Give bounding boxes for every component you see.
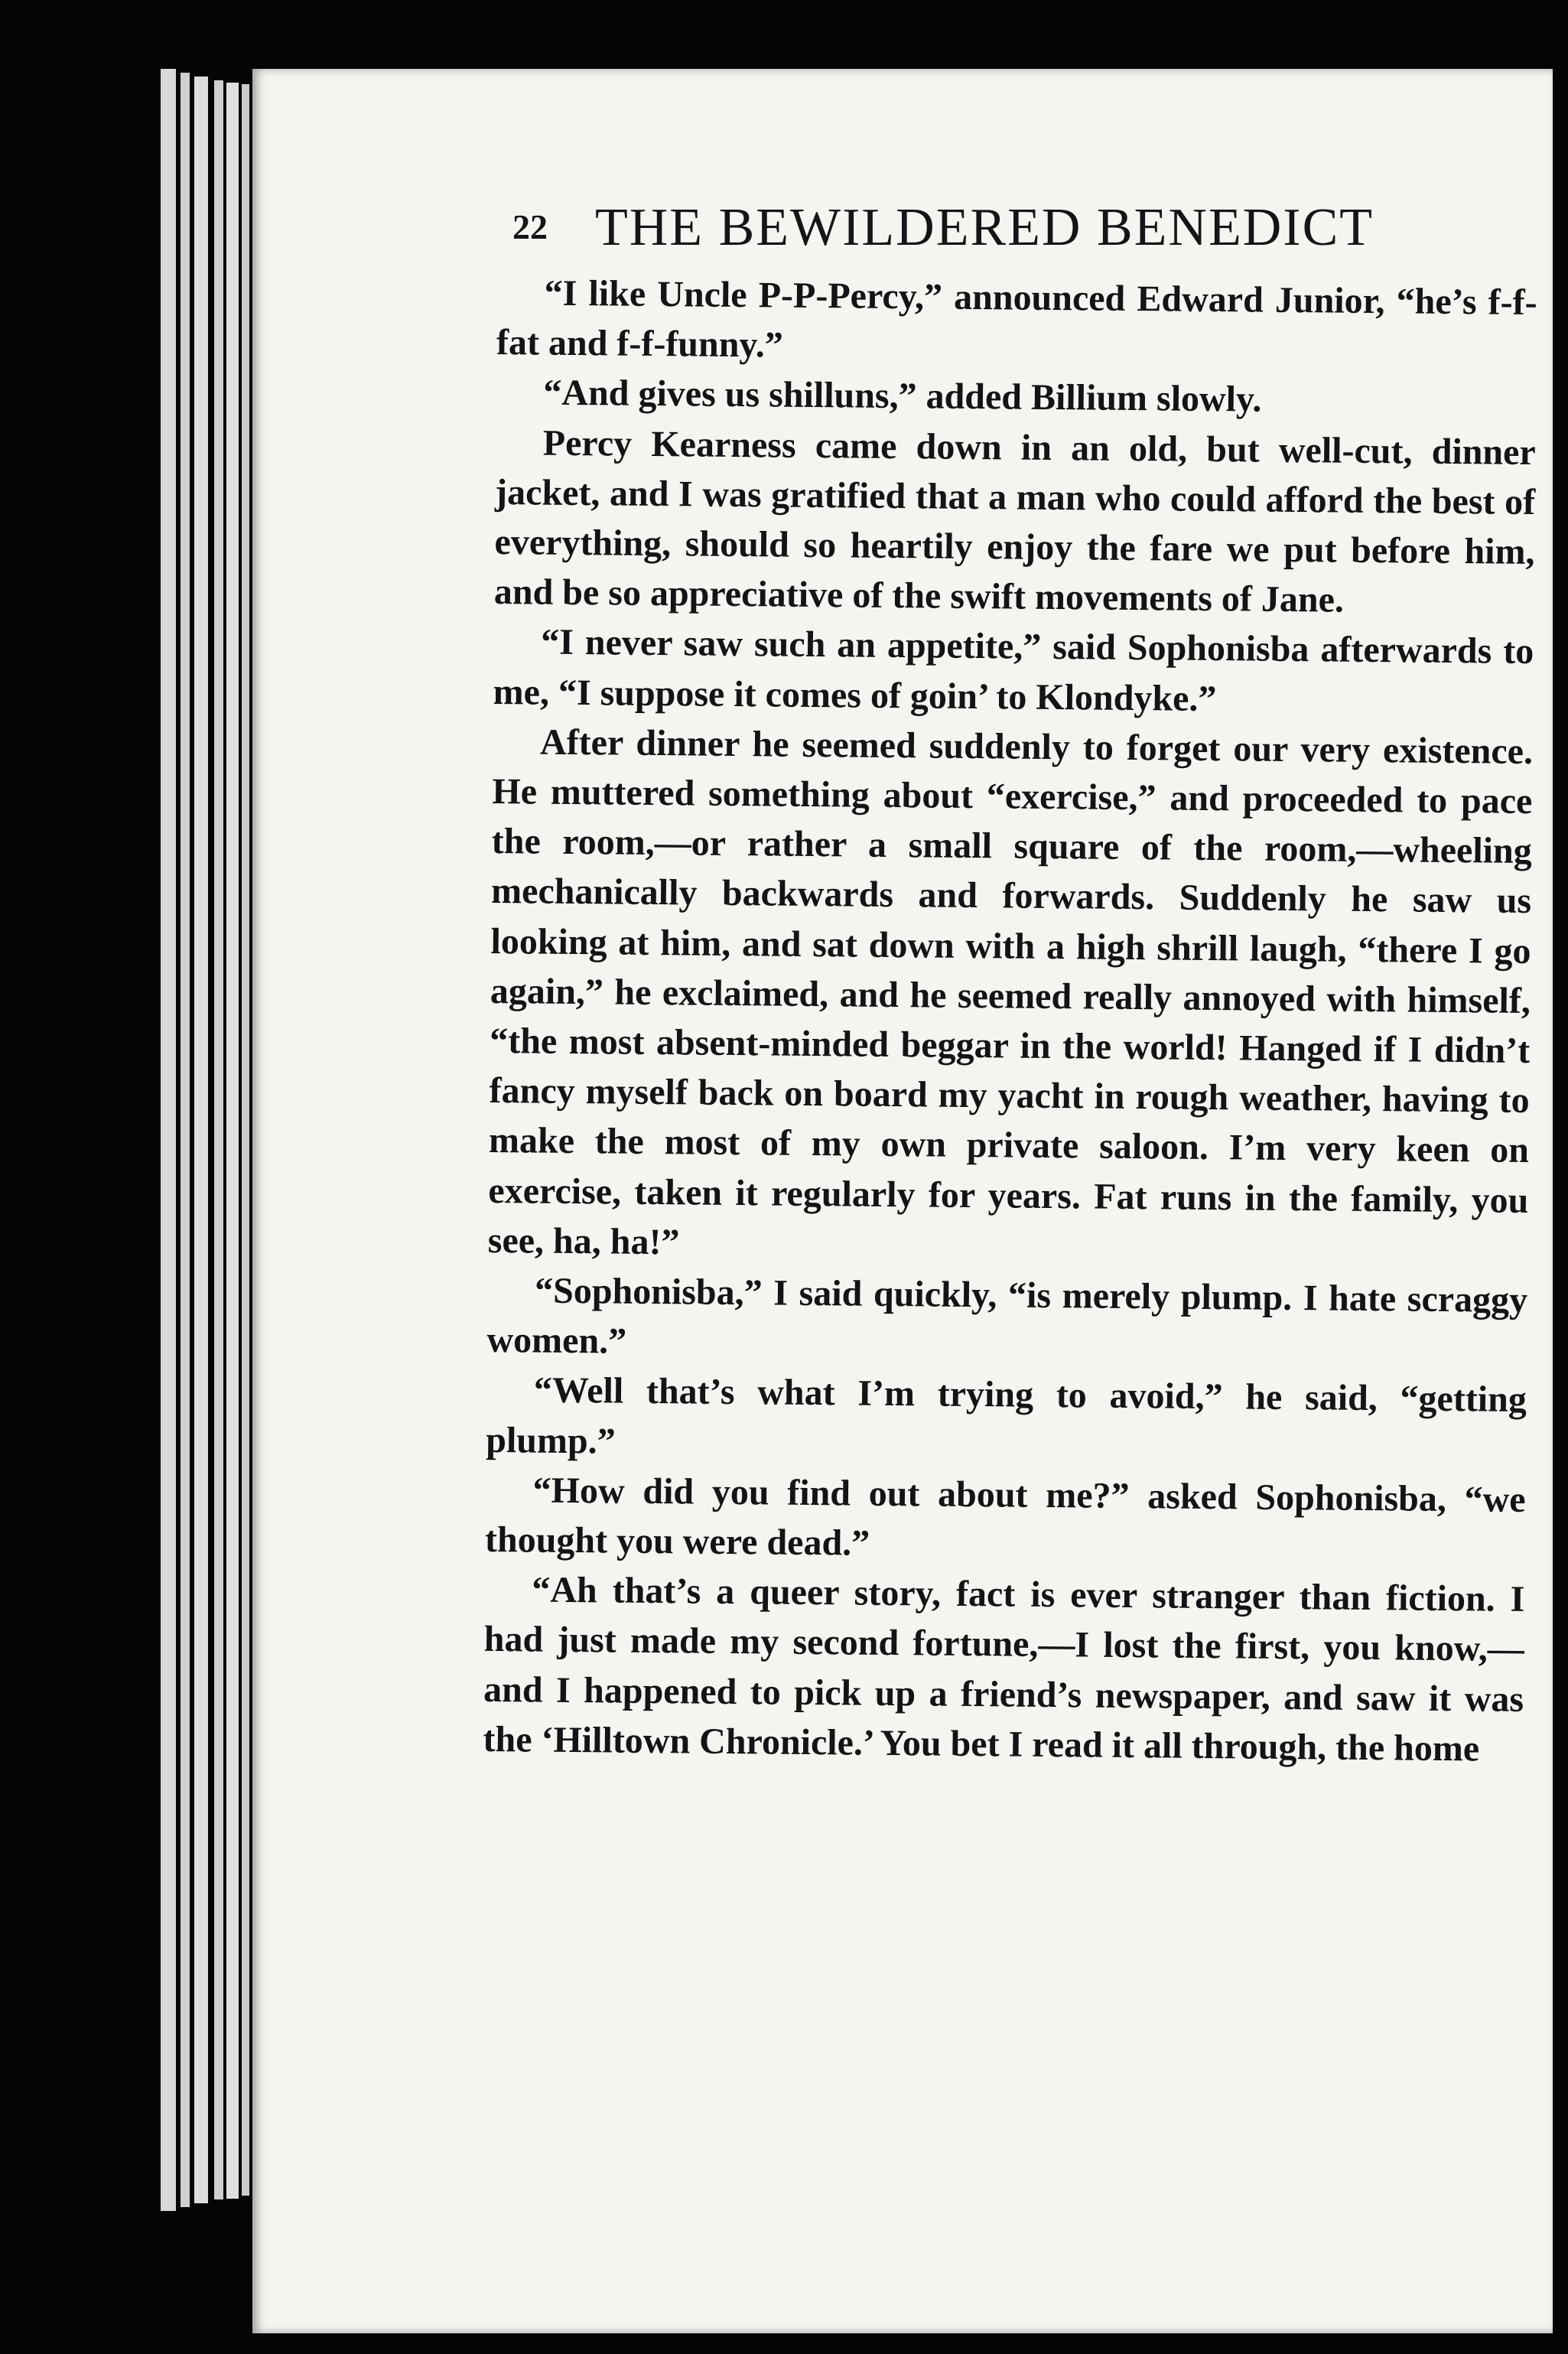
running-head: THE BEWILDERED BENEDICT — [595, 198, 1374, 257]
page-edge — [214, 80, 223, 2199]
page-edge — [161, 69, 176, 2211]
page-edge — [181, 73, 190, 2207]
paragraph: “I like Uncle P-P-Percy,” announced Edward Junior, “he’s f-f-fat and f-f-funny.” — [496, 272, 1537, 366]
paragraph: “And gives us shilluns,” added Billium slowly. — [543, 372, 1262, 421]
page-edge — [194, 77, 208, 2203]
paragraph: “Well that’s what I’m trying to avoid,” he said, “getting plump.” — [486, 1369, 1527, 1462]
page-edge — [226, 83, 239, 2199]
paragraph: “Ah that’s a queer story, fact is ever stranger than fiction. I had just made my second fortune,—I lost the first, you know,—and I happened to pick up a friend’s newspaper, and saw it was the ‘Hilltown Chronicle.’ You bet I read it all through, the home — [483, 1569, 1525, 1770]
page-edge — [242, 84, 249, 2196]
page-number: 22 — [512, 207, 548, 246]
paragraph: Percy Kearness came down in an old, but well-cut, dinner jacket, and I was gratified that a man who could afford the best of everything, should so heartily enjoy the fare we put before him, and be so appreciative of the swift movements of Jane. — [493, 422, 1537, 620]
body-text — [483, 268, 1537, 1774]
paragraph: “How did you find out about me?” asked Sophonisba, “we thought you were dead.” — [484, 1470, 1526, 1564]
paragraph: After dinner he seemed suddenly to forget our very existence. He muttered something about “exercise,” and proceeded to pace the room,—or rather a small square of the room,—wheeling mechanically backwards and forwards. Suddenly he saw us looking at him, and sat down with a high shrill laugh, “there I go again,” he exclaimed, and he seemed really annoyed with himself, “the most absent-minded beggar in the world! Hanged if I didn’t fancy myself back on board my yacht in rough weather, having to make the most of my own private saloon. I’m very keen on exercise, taken it regularly for years. Fat runs in the family, you see, ha, ha!” — [487, 721, 1534, 1263]
page-header — [512, 197, 1430, 266]
paragraph: “Sophonisba,” I said quickly, “is merely plump. I hate scraggy women.” — [486, 1270, 1528, 1362]
paragraph: “I never saw such an appetite,” said Sophonisba afterwards to me, “I suppose it comes of goin’ to Klondyke.” — [493, 621, 1534, 719]
